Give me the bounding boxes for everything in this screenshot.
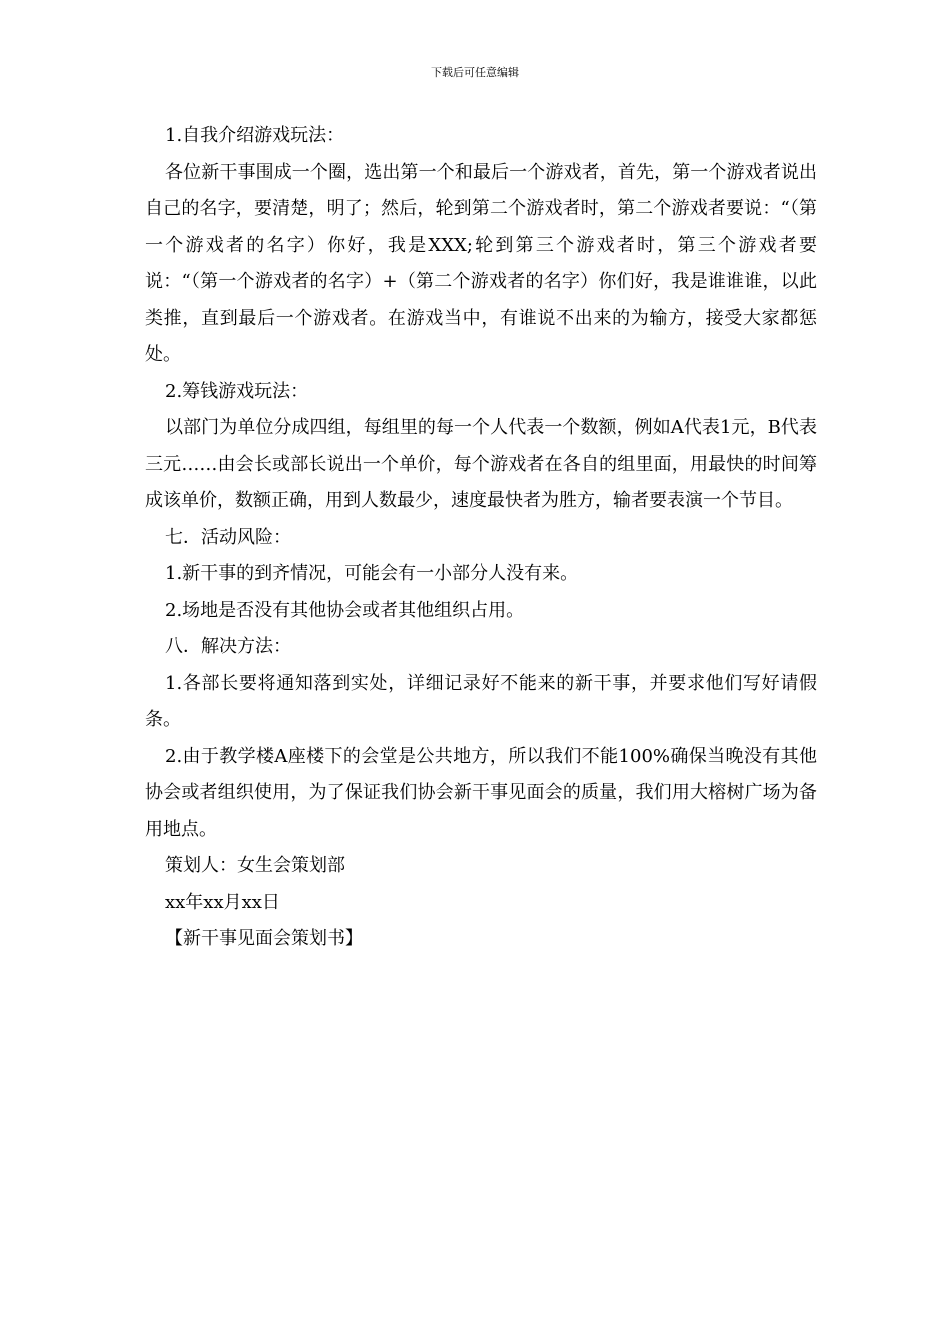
list-item-solution-1: 1.各部长要将通知落到实处，详细记录好不能来的新干事，并要求他们写好请假条。 [145, 672, 817, 730]
paragraph-self-intro-rules: 各位新干事围成一个圈，选出第一个和最后一个游戏者，首先，第一个游戏者说出自己的名字，要清楚，明了；然后，轮到第二个游戏者时，第二个游戏者要说：“（第一个游戏者的名字）你好，我是XXX;轮到第三个游戏者时，第三个游戏者要说：“（第一个游戏者的名字）+（第二个游戏者的名字）你们好，我是谁谁谁，以此类推，直到最后一个游戏者。在游戏当中，有谁说不出来的为输方，接受大家都惩处。 [145, 161, 817, 365]
list-item-risk-2: 2.场地是否没有其他协会或者其他组织占用。 [165, 599, 525, 621]
section-heading-money-game: 2.筹钱游戏玩法： [165, 380, 309, 402]
list-item-solution-2: 2.由于教学楼A座楼下的会堂是公共地方，所以我们不能100%确保当晚没有其他协会或者组织使用，为了保证我们协会新干事见面会的质量，我们用大榕树广场为备用地点。 [145, 745, 817, 840]
document-body [145, 118, 817, 958]
paragraph-money-game-rules: 以部门为单位分成四组，每组里的每一个人代表一个数额，例如A代表1元，B代表三元……由会长或部长说出一个单价，每个游戏者在各自的组里面，用最快的时间筹成该单价，数额正确，用到人数最少，速度最快者为胜方，输者要表演一个节目。 [145, 417, 817, 511]
section-heading-solutions: 八．解决方法： [165, 636, 291, 657]
page-header-note: 下载后可任意编辑 [431, 66, 519, 79]
planner-line: 策划人：女生会策划部 [165, 855, 345, 876]
section-heading-self-intro-game: 1.自我介绍游戏玩法： [165, 125, 345, 146]
list-item-risk-1: 1.新干事的到齐情况，可能会有一小部分人没有来。 [165, 563, 579, 584]
section-heading-risks: 七．活动风险： [165, 526, 291, 548]
document-title-footer: 【新干事见面会策划书】 [165, 928, 363, 949]
date-line: xx年xx月xx日 [165, 891, 280, 913]
